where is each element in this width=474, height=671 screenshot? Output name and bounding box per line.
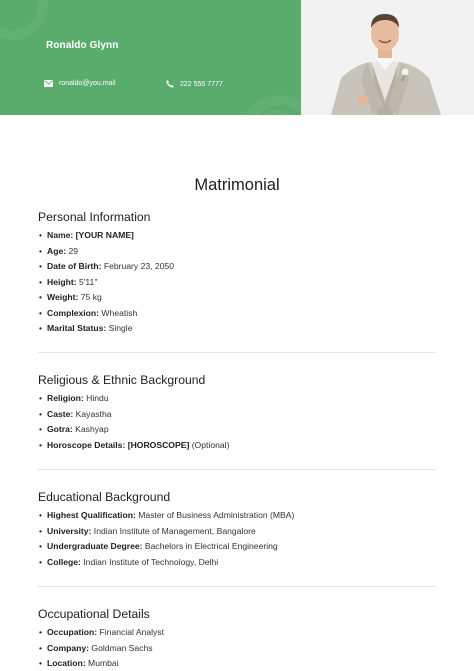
- educational-background-section: [38, 490, 436, 570]
- list-item: • University: Indian Institute of Management, Bangalore: [38, 524, 436, 540]
- phone-contact: [166, 80, 223, 88]
- list-item: • Complexion: Wheatish: [38, 306, 436, 322]
- section-divider: [38, 586, 436, 587]
- envelope-icon: [44, 80, 53, 87]
- personal-information-section: [38, 210, 436, 337]
- section-heading: Personal Information: [38, 210, 151, 224]
- list-item: • Horoscope Details: [HOROSCOPE] (Optional): [38, 438, 436, 454]
- list-item: • Marital Status: Single: [38, 321, 436, 337]
- list-item: • Age: 29: [38, 244, 436, 260]
- section-divider: [38, 469, 436, 470]
- email-text[interactable]: ronaldo@you.mail: [59, 80, 116, 87]
- list-item: • Company: Goldman Sachs: [38, 641, 436, 657]
- resume-header: [0, 0, 474, 115]
- phone-text[interactable]: 222 555 7777: [180, 80, 223, 88]
- occupational-details-list: [38, 625, 436, 671]
- list-item: • Gotra: Kashyap: [38, 422, 436, 438]
- section-divider: [38, 352, 436, 353]
- list-item: • Religion: Hindu: [38, 391, 436, 407]
- educational-background-list: [38, 508, 436, 570]
- list-item: • Height: 5'11": [38, 275, 436, 291]
- decorative-circle: [0, 0, 48, 40]
- profile-photo: [301, 0, 474, 115]
- religious-background-section: [38, 373, 436, 453]
- list-item: • Location: Mumbai: [38, 656, 436, 671]
- candidate-name: Ronaldo Glynn: [46, 40, 119, 51]
- list-item: • Caste: Kayastha: [38, 407, 436, 423]
- religious-background-list: [38, 391, 436, 453]
- personal-information-list: [38, 228, 436, 337]
- groom-portrait-image: [301, 0, 474, 115]
- list-item: • Undergraduate Degree: Bachelors in Electrical Engineering: [38, 539, 436, 555]
- list-item: • Name: [YOUR NAME]: [38, 228, 436, 244]
- document-title: Matrimonial: [194, 176, 280, 194]
- list-item: • Date of Birth: February 23, 2050: [38, 259, 436, 275]
- section-heading: Occupational Details: [38, 607, 150, 621]
- list-item: • Highest Qualification: Master of Business Administration (MBA): [38, 508, 436, 524]
- list-item: • Occupation: Financial Analyst: [38, 625, 436, 641]
- phone-icon: [166, 80, 174, 88]
- email-contact: [44, 80, 116, 87]
- occupational-details-section: [38, 607, 436, 671]
- list-item: • Weight: 75 kg: [38, 290, 436, 306]
- section-heading: Educational Background: [38, 490, 171, 504]
- list-item: • College: Indian Institute of Technology, Delhi: [38, 555, 436, 571]
- header-banner: [0, 0, 301, 115]
- section-heading: Religious & Ethnic Background: [38, 373, 206, 387]
